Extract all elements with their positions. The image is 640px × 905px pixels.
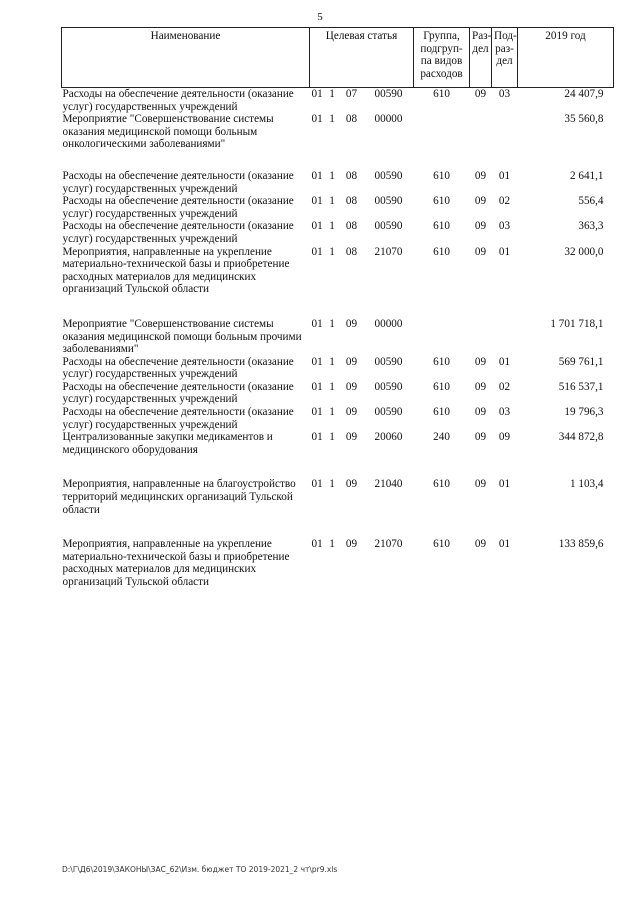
row-name: Расходы на обеспечение деятельности (оказание услуг) государственных учреждений <box>62 380 294 406</box>
code-subprogram: 1 <box>329 355 335 368</box>
row-name: Централизованные закупки медикаментов и медицинского оборудования <box>62 431 273 456</box>
code-program: 01 <box>311 431 323 444</box>
code-event: 09 <box>345 317 358 330</box>
code-direction: 00590 <box>374 220 403 233</box>
header-year: 2019 год <box>518 28 614 88</box>
code-subprogram: 1 <box>329 195 335 208</box>
row-name: Расходы на обеспечение деятельности (оказание услуг) государственных учреждений <box>62 406 294 431</box>
expense-group: 610 <box>433 355 450 368</box>
code-program: 01 <box>311 220 323 233</box>
code-direction: 21070 <box>374 538 403 551</box>
footer-file-path: D:\Г\Д6\2019\ЗАКОНЫ\ЗАС_62\Изм. бюджет ТО 2019-2021_2 чт\pr9.xls <box>62 865 338 874</box>
expense-group: 610 <box>433 220 450 233</box>
expense-group: 610 <box>433 538 450 551</box>
table-row <box>62 151 614 195</box>
code-event: 09 <box>345 380 358 393</box>
table-row <box>62 246 614 296</box>
row-name: Расходы на обеспечение деятельности (оказание услуг) государственных учреждений <box>62 195 294 220</box>
code-program: 01 <box>311 478 323 491</box>
subsection: 02 <box>498 380 511 393</box>
section <box>470 113 492 151</box>
code-program: 01 <box>311 195 323 208</box>
header-row <box>62 28 614 88</box>
subsection: 03 <box>498 88 511 100</box>
table-row <box>62 456 614 516</box>
section: 09 <box>474 431 487 444</box>
header-podrazdel: Под-раз-дел <box>492 28 518 88</box>
section: 09 <box>474 245 487 258</box>
code-subprogram: 1 <box>329 317 335 330</box>
section: 09 <box>474 406 487 419</box>
code-program: 01 <box>311 245 323 258</box>
table-row <box>62 296 614 356</box>
amount-2019: 1 103,4 <box>569 478 604 491</box>
header-target: Целевая статья <box>310 28 414 88</box>
code-subprogram: 1 <box>329 169 335 182</box>
section: 09 <box>474 380 487 393</box>
row-name: Мероприятие "Совершенствование системы оказания медицинской помощи больным прочими заболеваниями" <box>62 317 302 356</box>
page-number: 5 <box>317 11 323 23</box>
table-row <box>62 431 614 456</box>
code-subprogram: 1 <box>329 245 335 258</box>
code-direction: 21070 <box>374 245 403 258</box>
expense-group: 610 <box>433 245 450 258</box>
code-subprogram: 1 <box>329 88 335 100</box>
code-event: 08 <box>345 245 358 258</box>
subsection <box>492 113 518 151</box>
expense-group: 240 <box>433 431 450 444</box>
section: 09 <box>474 195 487 208</box>
code-event: 09 <box>345 478 358 491</box>
amount-2019: 32 000,0 <box>564 245 604 258</box>
expense-group <box>414 113 470 151</box>
code-program: 01 <box>311 355 323 368</box>
subsection: 09 <box>498 431 511 444</box>
code-program: 01 <box>311 317 323 330</box>
code-event: 08 <box>345 220 358 233</box>
header-group: Группа, подгруп-па видов расходов <box>414 28 470 88</box>
amount-2019: 556,4 <box>578 195 604 208</box>
subsection: 01 <box>498 169 511 182</box>
row-name: Мероприятие "Совершенствование системы оказания медицинской помощи больным онкологическими заболеваниями" <box>62 113 274 151</box>
row-name: Расходы на обеспечение деятельности (оказание услуг) государственных учреждений <box>62 88 294 113</box>
code-event: 08 <box>345 113 358 126</box>
subsection <box>492 296 518 356</box>
table-row <box>62 381 614 406</box>
row-name: Мероприятия, направленные на укрепление материально-технической базы и приобретение расходных материалов для медицинских организаций Тульской области <box>62 245 290 296</box>
code-direction: 20060 <box>374 431 403 444</box>
expense-group: 610 <box>433 88 450 100</box>
expense-group: 610 <box>433 478 450 491</box>
expense-group: 610 <box>433 406 450 419</box>
expense-group <box>414 296 470 356</box>
code-direction: 00590 <box>374 406 403 419</box>
code-event: 09 <box>345 431 358 444</box>
subsection: 01 <box>498 245 511 258</box>
subsection: 03 <box>498 220 511 233</box>
table-row <box>62 220 614 245</box>
code-event: 09 <box>345 538 358 551</box>
expense-group: 610 <box>433 380 450 393</box>
row-name: Расходы на обеспечение деятельности (оказание услуг) государственных учреждений <box>62 355 294 381</box>
section: 09 <box>474 538 487 551</box>
code-direction: 00590 <box>374 355 403 368</box>
amount-2019: 569 761,1 <box>558 355 604 368</box>
section: 09 <box>474 220 487 233</box>
table-row <box>62 406 614 431</box>
code-direction: 00000 <box>374 317 403 330</box>
code-direction: 00590 <box>374 380 403 393</box>
section <box>470 296 492 356</box>
code-program: 01 <box>311 88 323 100</box>
amount-2019: 24 407,9 <box>564 88 604 100</box>
code-event: 08 <box>345 169 358 182</box>
row-name: Мероприятия, направленные на укрепление материально-технической базы и приобретение расходных материалов для медицинских организаций Тульской области <box>62 538 290 588</box>
code-subprogram: 1 <box>329 113 335 126</box>
table-row <box>62 195 614 220</box>
subsection: 01 <box>498 538 511 551</box>
header-razdel: Раз-дел <box>470 28 492 88</box>
amount-2019: 133 859,6 <box>558 538 604 551</box>
code-program: 01 <box>311 380 323 393</box>
code-program: 01 <box>311 406 323 419</box>
row-name: Мероприятия, направленные на благоустройство территорий медицинских организаций Тульской области <box>62 478 296 516</box>
section: 09 <box>474 478 487 491</box>
budget-table <box>61 27 614 589</box>
expense-group: 610 <box>433 169 450 182</box>
amount-2019: 363,3 <box>578 220 604 233</box>
code-subprogram: 1 <box>329 431 335 444</box>
code-subprogram: 1 <box>329 538 335 551</box>
amount-2019: 1 701 718,1 <box>550 317 604 330</box>
section: 09 <box>474 88 487 100</box>
code-event: 09 <box>345 406 358 419</box>
expense-group: 610 <box>433 195 450 208</box>
subsection: 03 <box>498 406 511 419</box>
code-event: 09 <box>345 355 358 368</box>
code-program: 01 <box>311 169 323 182</box>
subsection: 02 <box>498 195 511 208</box>
amount-2019: 19 796,3 <box>564 406 604 419</box>
code-program: 01 <box>311 538 323 551</box>
code-subprogram: 1 <box>329 220 335 233</box>
code-direction: 21040 <box>374 478 403 491</box>
subsection: 01 <box>498 355 511 368</box>
code-direction: 00000 <box>374 113 403 126</box>
table-row <box>62 88 614 114</box>
header-name: Наименование <box>62 28 310 88</box>
code-direction: 00590 <box>374 195 403 208</box>
code-program: 01 <box>311 113 323 126</box>
code-direction: 00590 <box>374 88 403 100</box>
code-subprogram: 1 <box>329 380 335 393</box>
code-event: 08 <box>345 195 358 208</box>
amount-2019: 35 560,8 <box>564 113 604 126</box>
table-row <box>62 113 614 151</box>
code-event: 07 <box>345 88 358 100</box>
section: 09 <box>474 355 487 368</box>
code-direction: 00590 <box>374 169 403 182</box>
table-row <box>62 356 614 381</box>
row-name: Расходы на обеспечение деятельности (оказание услуг) государственных учреждений <box>62 220 294 245</box>
code-subprogram: 1 <box>329 478 335 491</box>
code-subprogram: 1 <box>329 406 335 419</box>
amount-2019: 2 641,1 <box>569 169 604 182</box>
amount-2019: 516 537,1 <box>558 380 604 393</box>
row-name: Расходы на обеспечение деятельности (оказание услуг) государственных учреждений <box>62 169 294 195</box>
table-row <box>62 516 614 588</box>
amount-2019: 344 872,8 <box>558 431 604 444</box>
subsection: 01 <box>498 478 511 491</box>
section: 09 <box>474 169 487 182</box>
